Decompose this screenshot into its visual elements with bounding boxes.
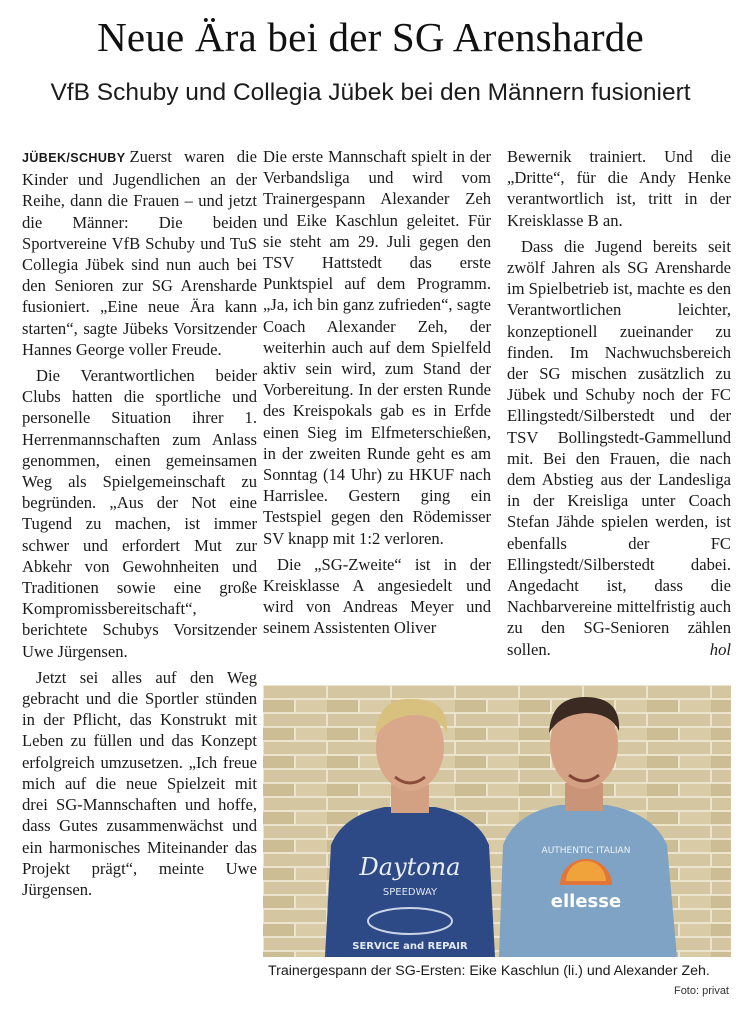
article-paragraph: Bewernik trainiert. Und die „Dritte“, für die Andy Henke verantwortlich ist, tritt in der Kreisklasse B an. (507, 147, 731, 230)
photo-credit: Foto: privat (673, 985, 729, 997)
author-signature: hol (709, 639, 731, 659)
article-column-1 (22, 146, 257, 900)
article-paragraph (22, 146, 257, 360)
paragraph-text: Zuerst waren die Kinder und Jugendlichen an der Reihe, dann die Frauen – und jetzt die Männer: Die beiden Sportvereine VfB Schuby und TuS Collegia Jübek sind nun auch bei den Senioren zur SG Arensharde fusioniert. „Eine neue Ära kann starten“, sagte Jübeks Vorsitzender Hannes George voller Freude. (22, 147, 257, 359)
article-column-3 (507, 146, 731, 660)
article-photo (263, 685, 731, 957)
article-paragraph: Die „SG-Zweite“ ist in der Kreisklasse A angesiedelt und wird von Andreas Meyer und seinem Assistenten Oliver (263, 554, 491, 638)
dateline: JÜBEK/SCHUBY (22, 151, 126, 165)
photo-caption: Trainergespann der SG-Ersten: Eike Kaschlun (li.) und Alexander Zeh. (268, 963, 710, 979)
shirt-print-text: Daytona (359, 853, 461, 881)
shirt-print-bottom: SERVICE and REPAIR (352, 941, 468, 952)
article-column-2 (263, 146, 491, 639)
paragraph-text: Dass die Jugend bereits seit zwölf Jahren als SG Arensharde im Spielbetrieb ist, machte es den Verantwortlichen leichter, konzeptionell zueinander zu finden. Im Nachwuchsbereich der SG mischen zusätzlich zu Jübek und Schuby noch der FC Ellingstedt/Silberstedt und der TSV Bollingstedt-Gammellund mit. Bei den Frauen, die nach dem Abstieg aus der Landesliga in der Kreisliga unter Coach Stefan Jähde spielen werden, ist ebenfalls der FC Ellingstedt/Silberstedt dabei. Angedacht ist, dass die Nachbarvereine mittelfristig auch zu den SG-Senioren zählen sollen. (507, 236, 731, 659)
headline: Neue Ära bei der SG Arensharde (97, 14, 644, 60)
shirt-print-top: AUTHENTIC ITALIAN (541, 846, 631, 856)
subheadline: VfB Schuby und Collegia Jübek bei den Männern fusioniert (50, 79, 691, 106)
shirt-print-subtext: SPEEDWAY (382, 887, 438, 898)
article-paragraph: Jetzt sei alles auf den Weg gebracht und die Sportler stünden in der Pflicht, das Konstrukt mit Leben zu füllen und das Konzept erfolgreich umzusetzen. „Ich freue mich auf die neue Spielzeit mit drei SG-Mannschaften und hoffe, dass Gutes zusammenwächst und ein harmonisches Miteinander das Projekt prägt“, meinte Uwe Jürgensen. (22, 667, 257, 899)
article-paragraph: Die Verantwortlichen beider Clubs hatten die sportliche und personelle Situation ihrer 1. Herrenmannschaften zum Anlass genommen, einen gemeinsamen Weg als Spielgemeinschaft zu begründen. „Aus der Not eine Tugend zu machen, ist immer schwer und erfordert Mut zur Abkehr von Gewohnheiten und Traditionen sowie eine große Kompromissbereitschaft“, berichtete Schubys Vorsitzender Uwe Jürgensen. (22, 366, 257, 661)
photo-illustration (263, 685, 731, 957)
article-paragraph (507, 236, 731, 660)
article-paragraph: Die erste Mannschaft spielt in der Verbandsliga und wird vom Trainergespann Alexander Zeh und Eike Kaschlun geleitet. Für sie steht am 29. Juli gegen den TSV Hattstedt das erste Punktspiel auf dem Programm. „Ja, ich bin ganz zufrieden“, sagte Coach Alexander Zeh, der weiterhin auch auf dem Spielfeld aktiv sein wird, zum Stand der Vorbereitung. In der ersten Runde des Kreispokals gab es in Erfde einen Sieg im Elfmeterschießen, in der zweiten Runde geht es am Sonntag (14 Uhr) zu HKUF nach Harrislee. Gestern ging ein Testspiel gegen den Rödemisser SV knapp mit 1:2 verloren. (263, 147, 491, 548)
shirt-print-text: ellesse (550, 891, 622, 912)
